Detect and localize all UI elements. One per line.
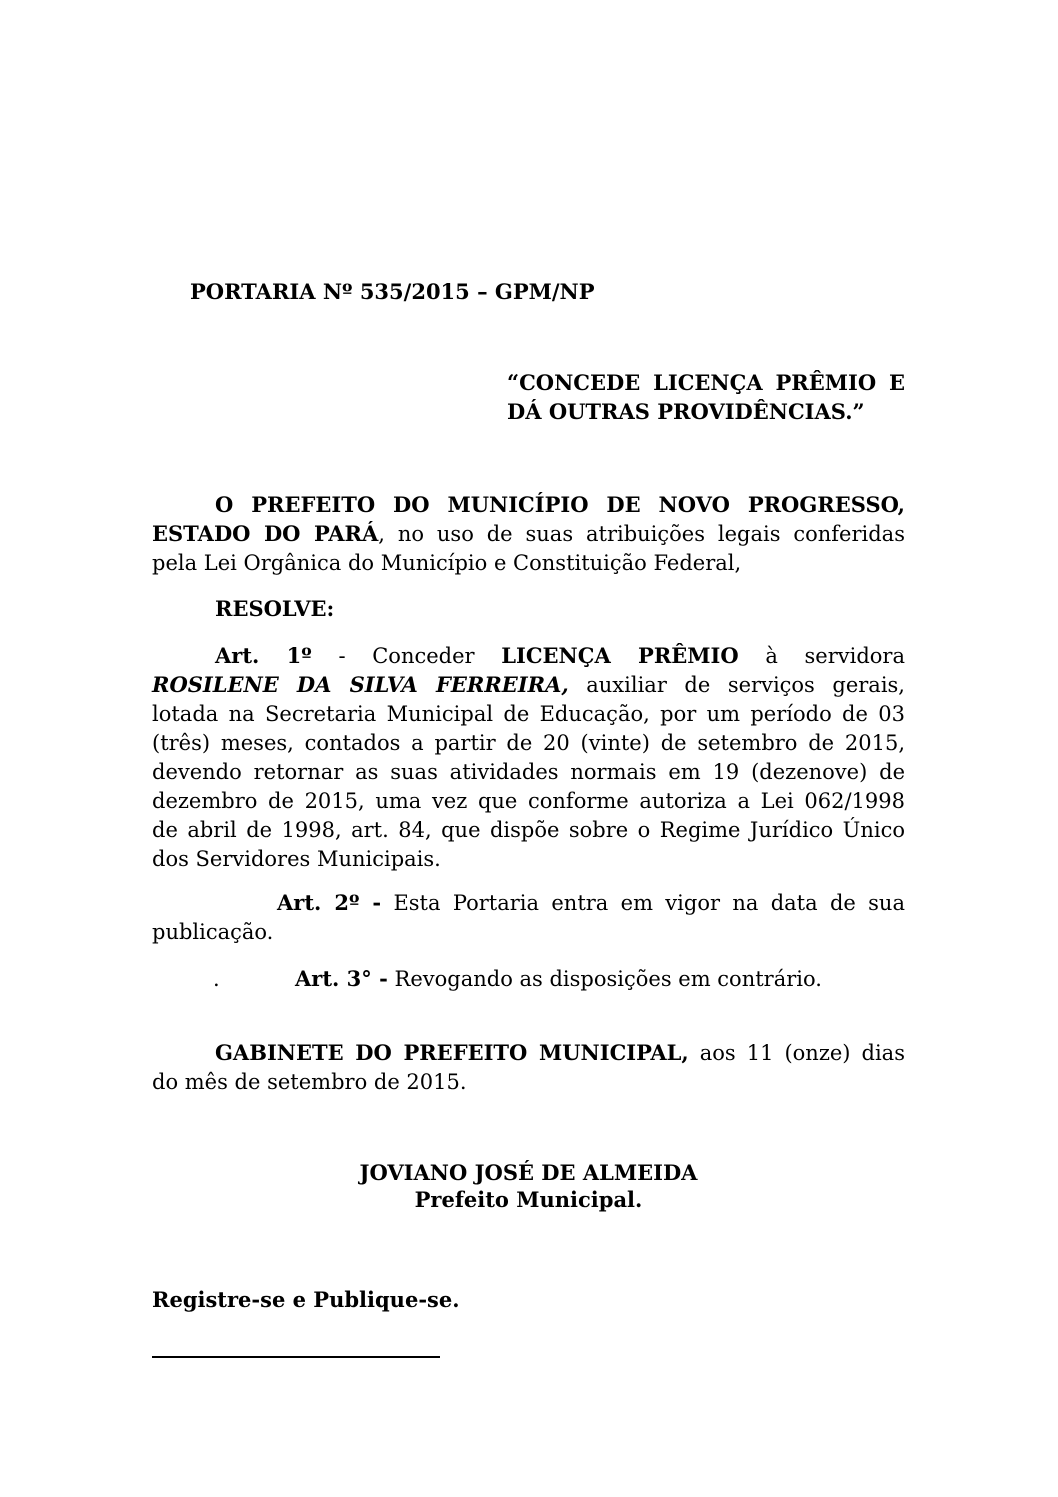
closing-bold: GABINETE DO PREFEITO MUNICIPAL,: [215, 1040, 689, 1065]
art1-line-6: dezembro de 2015, uma vez que conforme autoriza a Lei 062/1998: [152, 789, 905, 813]
art1-line-4: (três) meses, contados a partir de 20 (vinte) de setembro de 2015,: [152, 731, 905, 755]
signature-line: [152, 1356, 440, 1358]
preamble-authority-2: ESTADO DO PARÁ: [152, 521, 379, 546]
footer-note: Registre-se e Publique-se.: [152, 1287, 460, 1312]
ementa-line-2-wrap: [507, 397, 865, 427]
art2-line-1: Art. 2º - Esta Portaria entra em vigor na data de sua: [277, 890, 905, 915]
preamble-line-1: [215, 490, 905, 520]
ementa-line-2: DÁ OUTRAS PROVIDÊNCIAS.”: [507, 399, 865, 424]
signature-name: JOVIANO JOSÉ DE ALMEIDA: [359, 1160, 698, 1185]
art1-label: Art. 1º: [215, 643, 312, 668]
signature-role: Prefeito Municipal.: [414, 1187, 643, 1212]
art2-label: Art. 2º -: [277, 890, 382, 915]
art2-line-2: publicação.: [152, 920, 274, 944]
preamble-line-2: [152, 519, 905, 549]
closing-line-1: GABINETE DO PREFEITO MUNICIPAL, aos 11 (onze) dias: [215, 1040, 905, 1065]
art1-line-2: ROSILENE DA SILVA FERREIRA, auxiliar de serviços gerais,: [152, 672, 905, 697]
resolve-heading: RESOLVE:: [215, 596, 335, 621]
art1-line-5: devendo retornar as suas atividades normais em 19 (dezenove) de: [152, 760, 905, 784]
preamble-text-2: , no uso de suas atribuições legais conferidas: [378, 522, 905, 546]
document-title: PORTARIA Nº 535/2015 – GPM/NP: [190, 279, 595, 304]
art1-line-7: de abril de 1998, art. 84, que dispõe sobre o Regime Jurídico Único: [152, 818, 905, 842]
closing-line-2: do mês de setembro de 2015.: [152, 1070, 467, 1094]
art1-line-1: Art. 1º - Conceder LICENÇA PRÊMIO à servidora: [215, 643, 905, 668]
preamble-authority-1: O PREFEITO DO MUNICÍPIO DE NOVO PROGRESSO,: [215, 492, 905, 517]
art1-line-8: dos Servidores Municipais.: [152, 847, 441, 871]
art3-dot: .: [213, 967, 220, 991]
art3-line: Art. 3° - Revogando as disposições em contrário.: [295, 966, 822, 991]
servant-name: ROSILENE DA SILVA FERREIRA,: [152, 672, 569, 697]
art3-label: Art. 3° -: [295, 966, 388, 991]
ementa-line-1: “CONCEDE LICENÇA PRÊMIO E: [507, 370, 905, 395]
art1-line-3: lotada na Secretaria Municipal de Educação, por um período de 03: [152, 702, 905, 726]
ementa: [507, 368, 905, 398]
preamble-line-3: pela Lei Orgânica do Município e Constituição Federal,: [152, 551, 742, 575]
